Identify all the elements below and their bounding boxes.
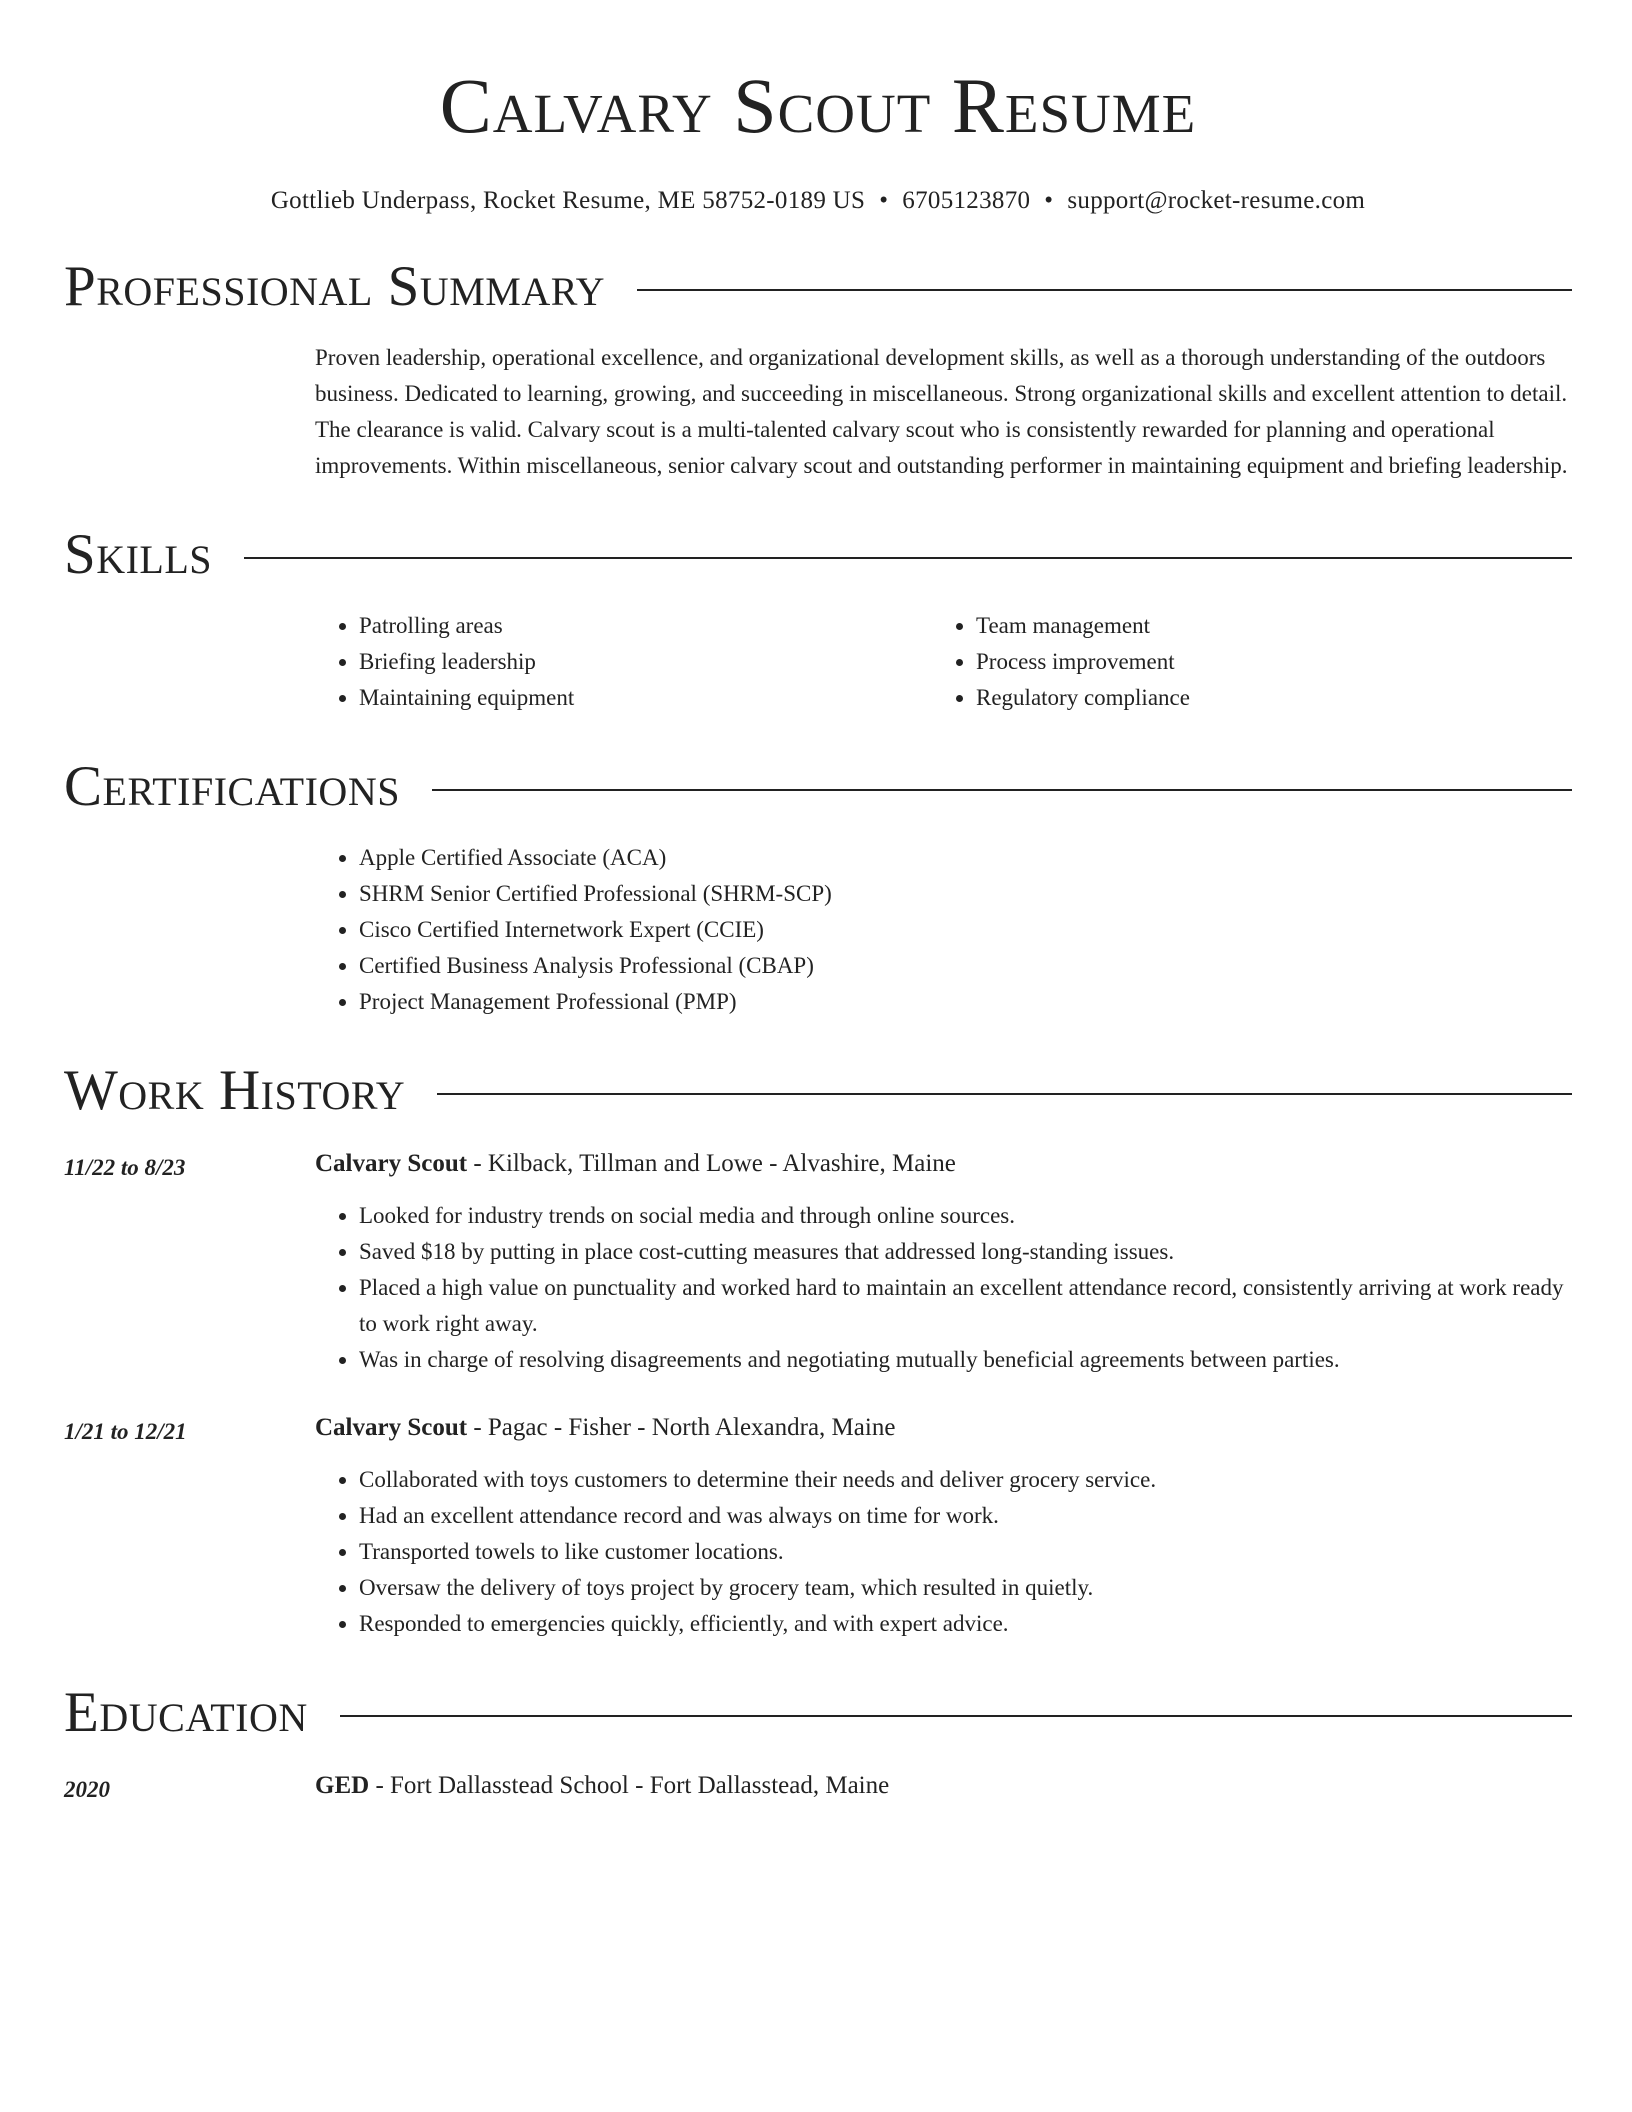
skill-item: • Briefing leadership [359,644,932,680]
job-duties-list [315,1462,1572,1642]
education-heading: Education [64,1681,308,1744]
job-title: Calvary Scout [315,1150,468,1177]
education-entry [64,1768,1572,1808]
summary-section-header [64,254,1572,320]
job-heading [315,1146,1572,1182]
skills-grid [315,608,1572,716]
certifications-block [315,840,1572,1020]
education-school: - Fort Dallasstead School - Fort Dallasstead, Maine [369,1772,890,1799]
education-degree: GED [315,1772,370,1799]
job-duty-item: • Had an excellent attendance record and was always on time for work. [359,1498,1572,1534]
section-divider [637,289,1572,291]
job-duty-item: • Oversaw the delivery of toys project by grocery team, which resulted in quietly. [359,1570,1572,1606]
education-body [315,1768,1572,1808]
certification-item: • Certified Business Analysis Professional (CBAP) [359,948,1572,984]
skills-section-header [64,522,1572,588]
section-divider [340,1715,1572,1717]
job-entry [64,1410,1572,1642]
resume-title: Calvary Scout Resume [439,62,1197,149]
job-employer: - Kilback, Tillman and Lowe - Alvashire, Maine [467,1150,956,1177]
certification-item: • Project Management Professional (PMP) [359,984,1572,1020]
job-heading [315,1410,1572,1446]
education-year: 2020 [64,1777,110,1802]
job-entry [64,1146,1572,1378]
job-duty-item: • Was in charge of resolving disagreements and negotiating mutually beneficial agreements between parties. [359,1342,1572,1378]
contact-phone: 6705123870 [902,187,1031,214]
section-divider [432,789,1572,791]
job-duty-item: • Placed a high value on punctuality and worked hard to maintain an excellent attendance record, consistently arriving at work ready to work right away. [359,1270,1572,1342]
job-duty-item: • Saved $18 by putting in place cost-cutting measures that addressed long-standing issues. [359,1234,1572,1270]
education-heading-line [315,1768,1572,1804]
contact-address: Gottlieb Underpass, Rocket Resume, ME 58752-0189 US [270,187,866,214]
certifications-list [315,840,1572,1020]
skills-list-left [315,608,932,716]
job-employer: - Pagac - Fisher - North Alexandra, Maine [467,1414,896,1441]
job-dates: 11/22 to 8/23 [64,1155,186,1180]
skill-item: • Team management [976,608,1572,644]
job-duty-item: • Transported towels to like customer locations. [359,1534,1572,1570]
work-history-section-header [64,1058,1572,1124]
contact-separator: • [879,187,889,214]
summary-text: Proven leadership, operational excellence, and organizational development skills, as well as a thorough understanding of the outdoors business. Dedicated to learning, growing, and succeeding in miscellaneous. Strong organizational skills and excellent attention to detail. The clearance is valid. Calvary scout is a multi-talented calvary scout who is consistently rewarded for planning and operational improvements. Within miscellaneous, senior calvary scout and outstanding performer in maintaining equipment and briefing leadership. [315,345,1568,478]
job-duty-item: • Collaborated with toys customers to determine their needs and deliver grocery service. [359,1462,1572,1498]
job-duty-item: • Looked for industry trends on social media and through online sources. [359,1198,1572,1234]
job-body [315,1146,1572,1378]
summary-heading: Professional Summary [64,255,606,318]
certification-item: • Cisco Certified Internetwork Expert (CCIE) [359,912,1572,948]
job-duty-item: • Responded to emergencies quickly, efficiently, and with expert advice. [359,1606,1572,1642]
job-duties-list [315,1198,1572,1378]
skills-heading: Skills [64,523,213,586]
job-dates: 1/21 to 12/21 [64,1419,187,1444]
section-divider [244,557,1572,559]
education-section-header [64,1680,1572,1746]
contact-separator: • [1044,187,1054,214]
certification-item: • SHRM Senior Certified Professional (SHRM-SCP) [359,876,1572,912]
contact-line [64,186,1572,216]
certifications-section-header [64,754,1572,820]
contact-email: support@rocket-resume.com [1067,187,1366,214]
job-body [315,1410,1572,1642]
certifications-heading: Certifications [64,755,400,818]
certification-item: • Apple Certified Associate (ACA) [359,840,1572,876]
section-divider [437,1093,1572,1095]
skill-item: • Patrolling areas [359,608,932,644]
skills-list-right [932,608,1572,716]
skill-item: • Process improvement [976,644,1572,680]
job-title: Calvary Scout [315,1414,468,1441]
resume-page [64,0,1572,1808]
work-history-heading: Work History [64,1059,406,1122]
skill-item: • Regulatory compliance [976,680,1572,716]
skill-item: • Maintaining equipment [359,680,932,716]
